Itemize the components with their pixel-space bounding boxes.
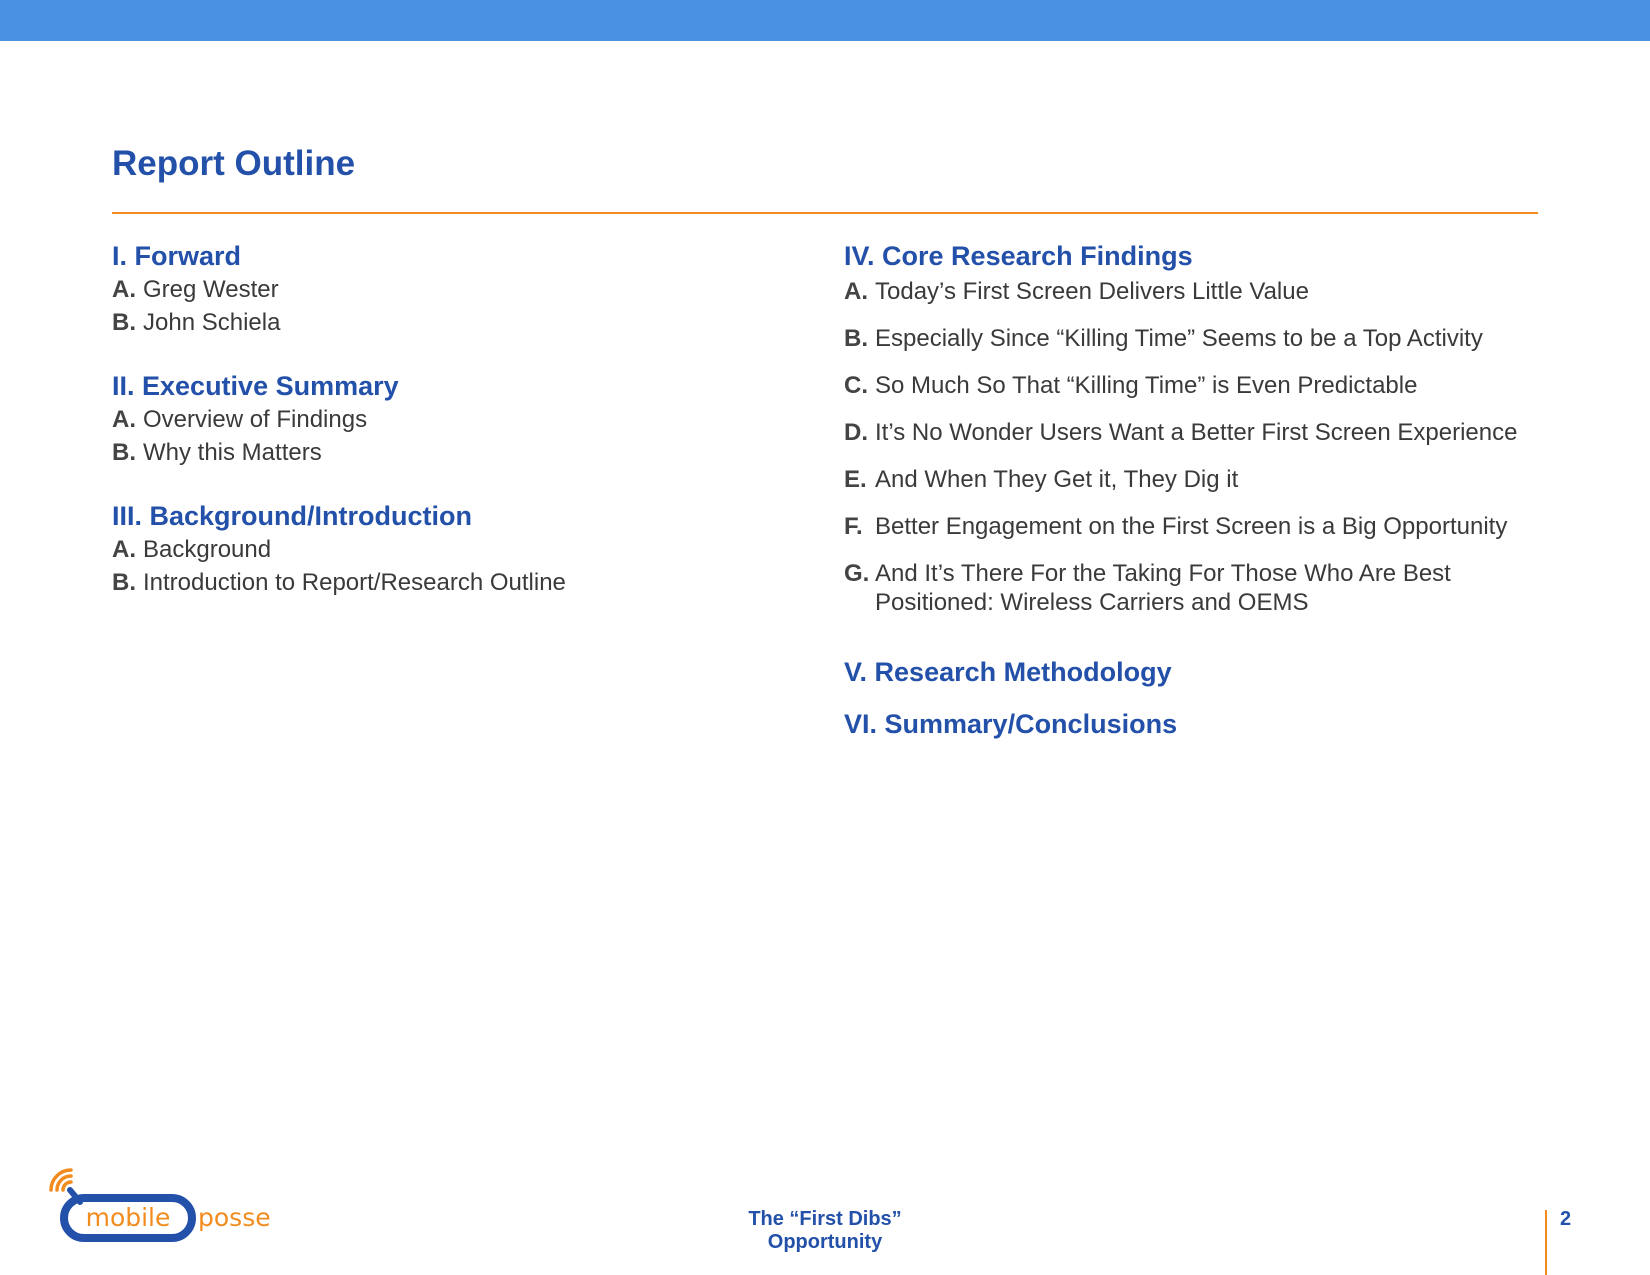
item-text: Especially Since “Killing Time” Seems to be a Top Activity (875, 325, 1483, 352)
item-letter: G. (844, 560, 870, 587)
outline-right-column (844, 239, 1544, 745)
item-letter: B. (844, 325, 868, 352)
signal-waves-icon (51, 1170, 71, 1190)
list-item (844, 371, 1544, 400)
item-text: Background (143, 536, 272, 563)
item-text: John Schiela (143, 309, 281, 336)
outline-section (112, 499, 752, 599)
item-text: Today’s First Screen Delivers Little Value (875, 278, 1309, 305)
list-item (844, 277, 1544, 306)
outline-left-column (112, 239, 752, 629)
item-letter: A. (844, 278, 868, 305)
footer-divider (1545, 1210, 1547, 1275)
item-text: Why this Matters (143, 439, 322, 466)
item-letter: D. (844, 419, 868, 446)
list-item (112, 436, 752, 469)
list-item (844, 512, 1544, 541)
item-letter: B. (112, 309, 136, 336)
item-text: And It’s There For the Taking For Those Who Are Best Positioned: Wireless Carriers and OEMS (875, 560, 1451, 616)
mobile-posse-logo (46, 1162, 316, 1242)
section-heading: III. Background/Introduction (112, 501, 472, 531)
section-heading: I. Forward (112, 241, 242, 271)
outline-section (112, 369, 752, 469)
list-item (112, 566, 752, 599)
item-letter: F. (844, 513, 863, 540)
item-text: And When They Get it, They Dig it (875, 466, 1239, 493)
section-heading-research-methodology: V. Research Methodology (844, 657, 1172, 687)
list-item (844, 418, 1544, 447)
item-letter: E. (844, 466, 867, 493)
item-letter: B. (112, 569, 136, 596)
section-heading: II. Executive Summary (112, 371, 399, 401)
item-letter: A. (112, 406, 136, 433)
item-letter: A. (112, 276, 136, 303)
item-letter: B. (112, 439, 136, 466)
title-divider (112, 212, 1538, 214)
item-text: Introduction to Report/Research Outline (143, 569, 566, 596)
item-letter: C. (844, 372, 868, 399)
list-item (844, 465, 1544, 494)
top-accent-bar (0, 0, 1650, 41)
list-item (844, 559, 1544, 617)
logo-word-mobile: mobile (85, 1203, 171, 1232)
logo-word-posse: posse (198, 1203, 271, 1232)
outline-section (112, 239, 752, 339)
list-item (112, 273, 752, 306)
list-item (844, 324, 1544, 353)
list-item (112, 306, 752, 339)
item-text: Greg Wester (143, 276, 279, 303)
section-heading-summary-conclusions: VI. Summary/Conclusions (844, 709, 1178, 739)
item-text: Overview of Findings (143, 406, 368, 433)
page-number: 2 (1560, 1208, 1572, 1230)
item-text: Better Engagement on the First Screen is a Big Opportunity (875, 513, 1508, 540)
page-title: Report Outline (112, 144, 356, 183)
list-item (112, 403, 752, 436)
list-item (112, 533, 752, 566)
item-text: So Much So That “Killing Time” is Even Predictable (875, 372, 1418, 399)
footer-report-title: The “First Dibs” Opportunity (748, 1208, 902, 1253)
item-letter: A. (112, 536, 136, 563)
section-heading: IV. Core Research Findings (844, 241, 1193, 271)
item-text: It’s No Wonder Users Want a Better First Screen Experience (875, 419, 1518, 446)
